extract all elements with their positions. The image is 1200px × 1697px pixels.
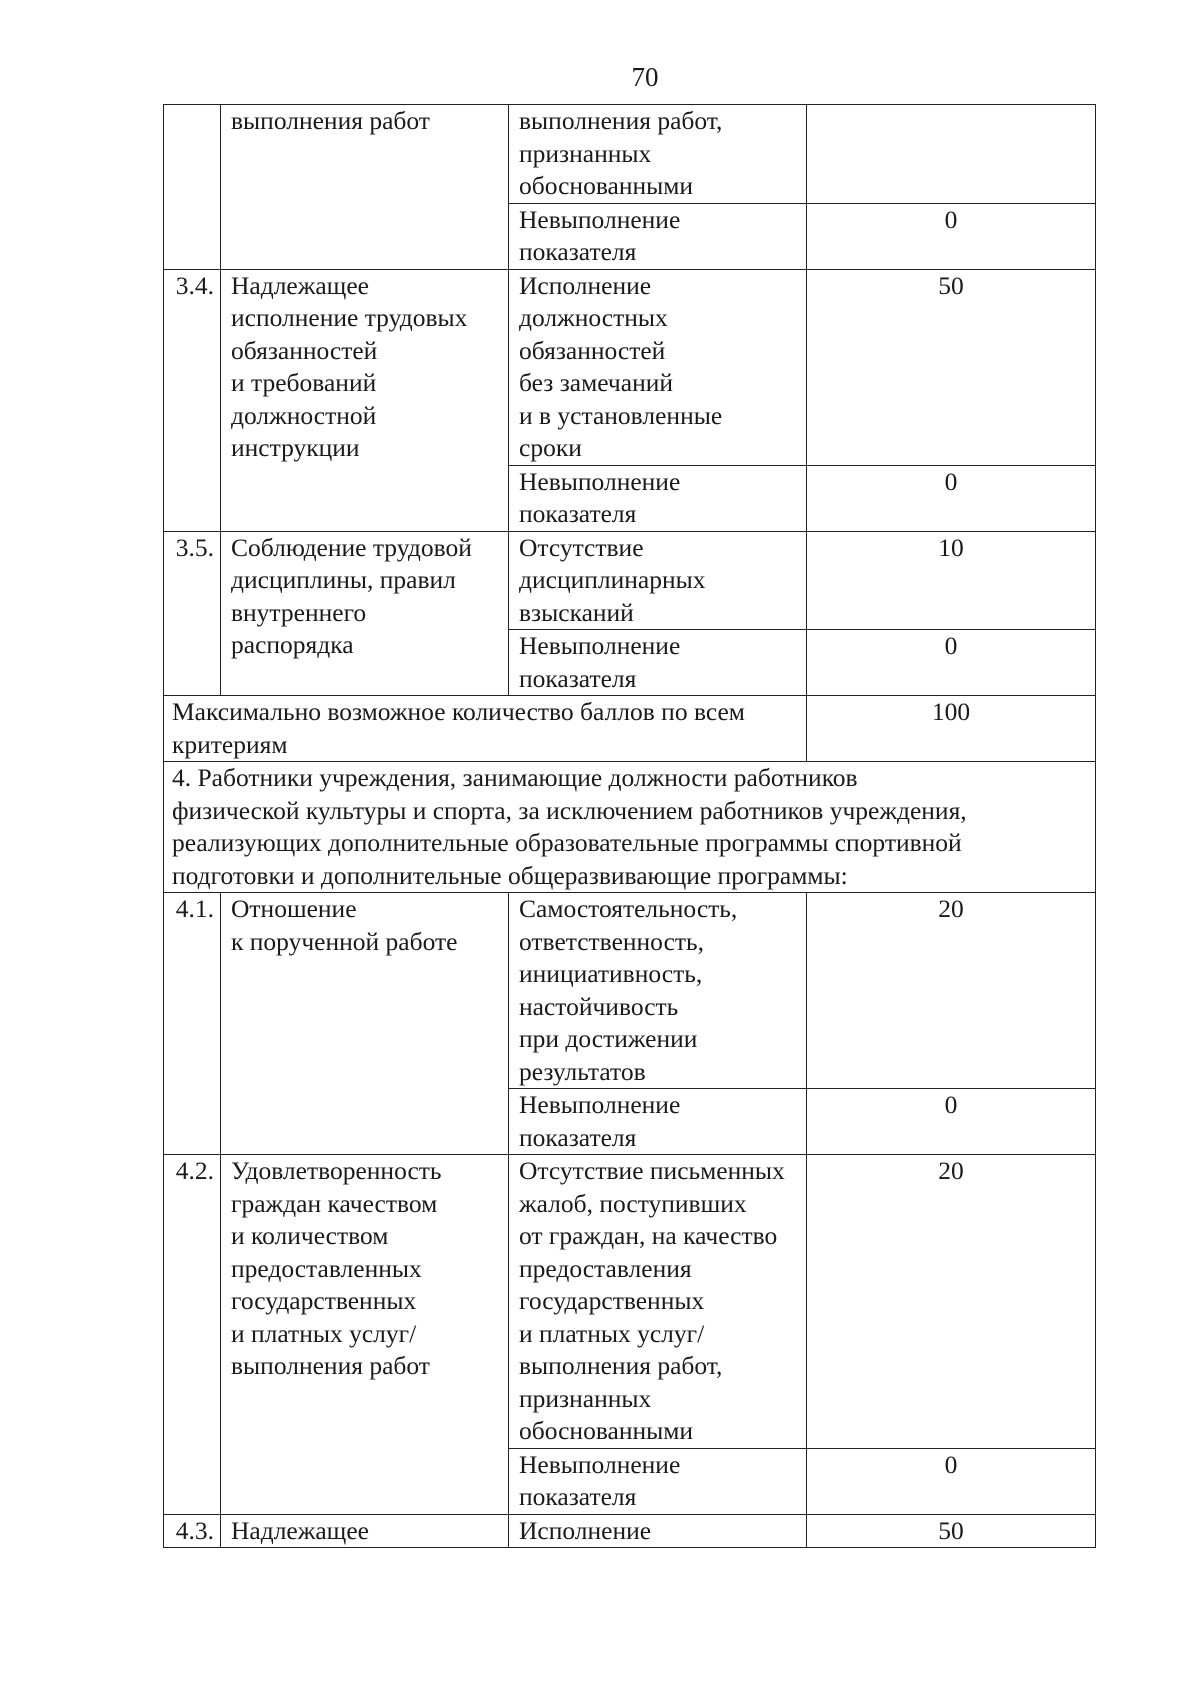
score-cell: 0 <box>807 465 1096 531</box>
section-heading: 4. Работники учреждения, занимающие должности работников физической культуры и спорта, за исключением работников учреждения, реализующих дополнительные образовательные программы спортивной подготовки и дополнительные общеразвивающие программы: <box>164 762 1096 893</box>
criterion-cell: Отношение к порученной работе <box>221 893 509 1155</box>
condition-cell: Исполнение <box>509 1514 807 1548</box>
condition-cell: Невыполнение показателя <box>509 1448 807 1514</box>
condition-cell: Невыполнение показателя <box>509 203 807 269</box>
table-row <box>164 1155 1096 1449</box>
max-score-value: 100 <box>807 696 1096 762</box>
criterion-cell: Соблюдение трудовой дисциплины, правил внутреннего распорядка <box>221 531 509 696</box>
condition-cell: Исполнение должностных обязанностей без замечаний и в установленные сроки <box>509 269 807 465</box>
row-number-cell: 3.5. <box>164 531 221 696</box>
condition-cell: Самостоятельность, ответственность, инициативность, настойчивость при достижении результатов <box>509 893 807 1089</box>
row-number-cell: 4.1. <box>164 893 221 1155</box>
table-row <box>164 893 1096 1089</box>
table-row <box>164 696 1096 762</box>
score-cell: 50 <box>807 1514 1096 1548</box>
score-cell: 20 <box>807 893 1096 1089</box>
score-cell: 0 <box>807 630 1096 696</box>
condition-cell: Невыполнение показателя <box>509 1089 807 1155</box>
score-cell: 20 <box>807 1155 1096 1449</box>
row-number-cell: 4.3. <box>164 1514 221 1548</box>
condition-cell: Невыполнение показателя <box>509 630 807 696</box>
page-number: 70 <box>631 62 659 92</box>
score-cell: 0 <box>807 203 1096 269</box>
score-cell: 0 <box>807 1089 1096 1155</box>
criterion-cell: Надлежащее исполнение трудовых обязанностей и требований должностной инструкции <box>221 269 509 531</box>
row-number-cell: 3.4. <box>164 269 221 531</box>
score-cell <box>807 105 1096 204</box>
condition-cell: Невыполнение показателя <box>509 465 807 531</box>
table-row <box>164 762 1096 893</box>
criterion-cell: Надлежащее <box>221 1514 509 1548</box>
condition-cell: выполнения работ, признанных обоснованными <box>509 105 807 204</box>
condition-cell: Отсутствие дисциплинарных взысканий <box>509 531 807 630</box>
table-row <box>164 531 1096 630</box>
table-row <box>164 269 1096 465</box>
row-number-cell <box>164 105 221 270</box>
score-cell: 50 <box>807 269 1096 465</box>
row-number-cell: 4.2. <box>164 1155 221 1515</box>
criterion-cell: выполнения работ <box>221 105 509 270</box>
criterion-cell: Удовлетворенность граждан качеством и количеством предоставленных государственных и платных услуг/ выполнения работ <box>221 1155 509 1515</box>
condition-cell: Отсутствие письменных жалоб, поступивших от граждан, на качество предоставления государственных и платных услуг/ выполнения работ, признанных обоснованными <box>509 1155 807 1449</box>
table-row <box>164 1514 1096 1548</box>
score-cell: 10 <box>807 531 1096 630</box>
score-cell: 0 <box>807 1448 1096 1514</box>
table-row <box>164 105 1096 204</box>
criteria-table <box>163 104 1096 1548</box>
max-score-label: Максимально возможное количество баллов по всем критериям <box>164 696 807 762</box>
